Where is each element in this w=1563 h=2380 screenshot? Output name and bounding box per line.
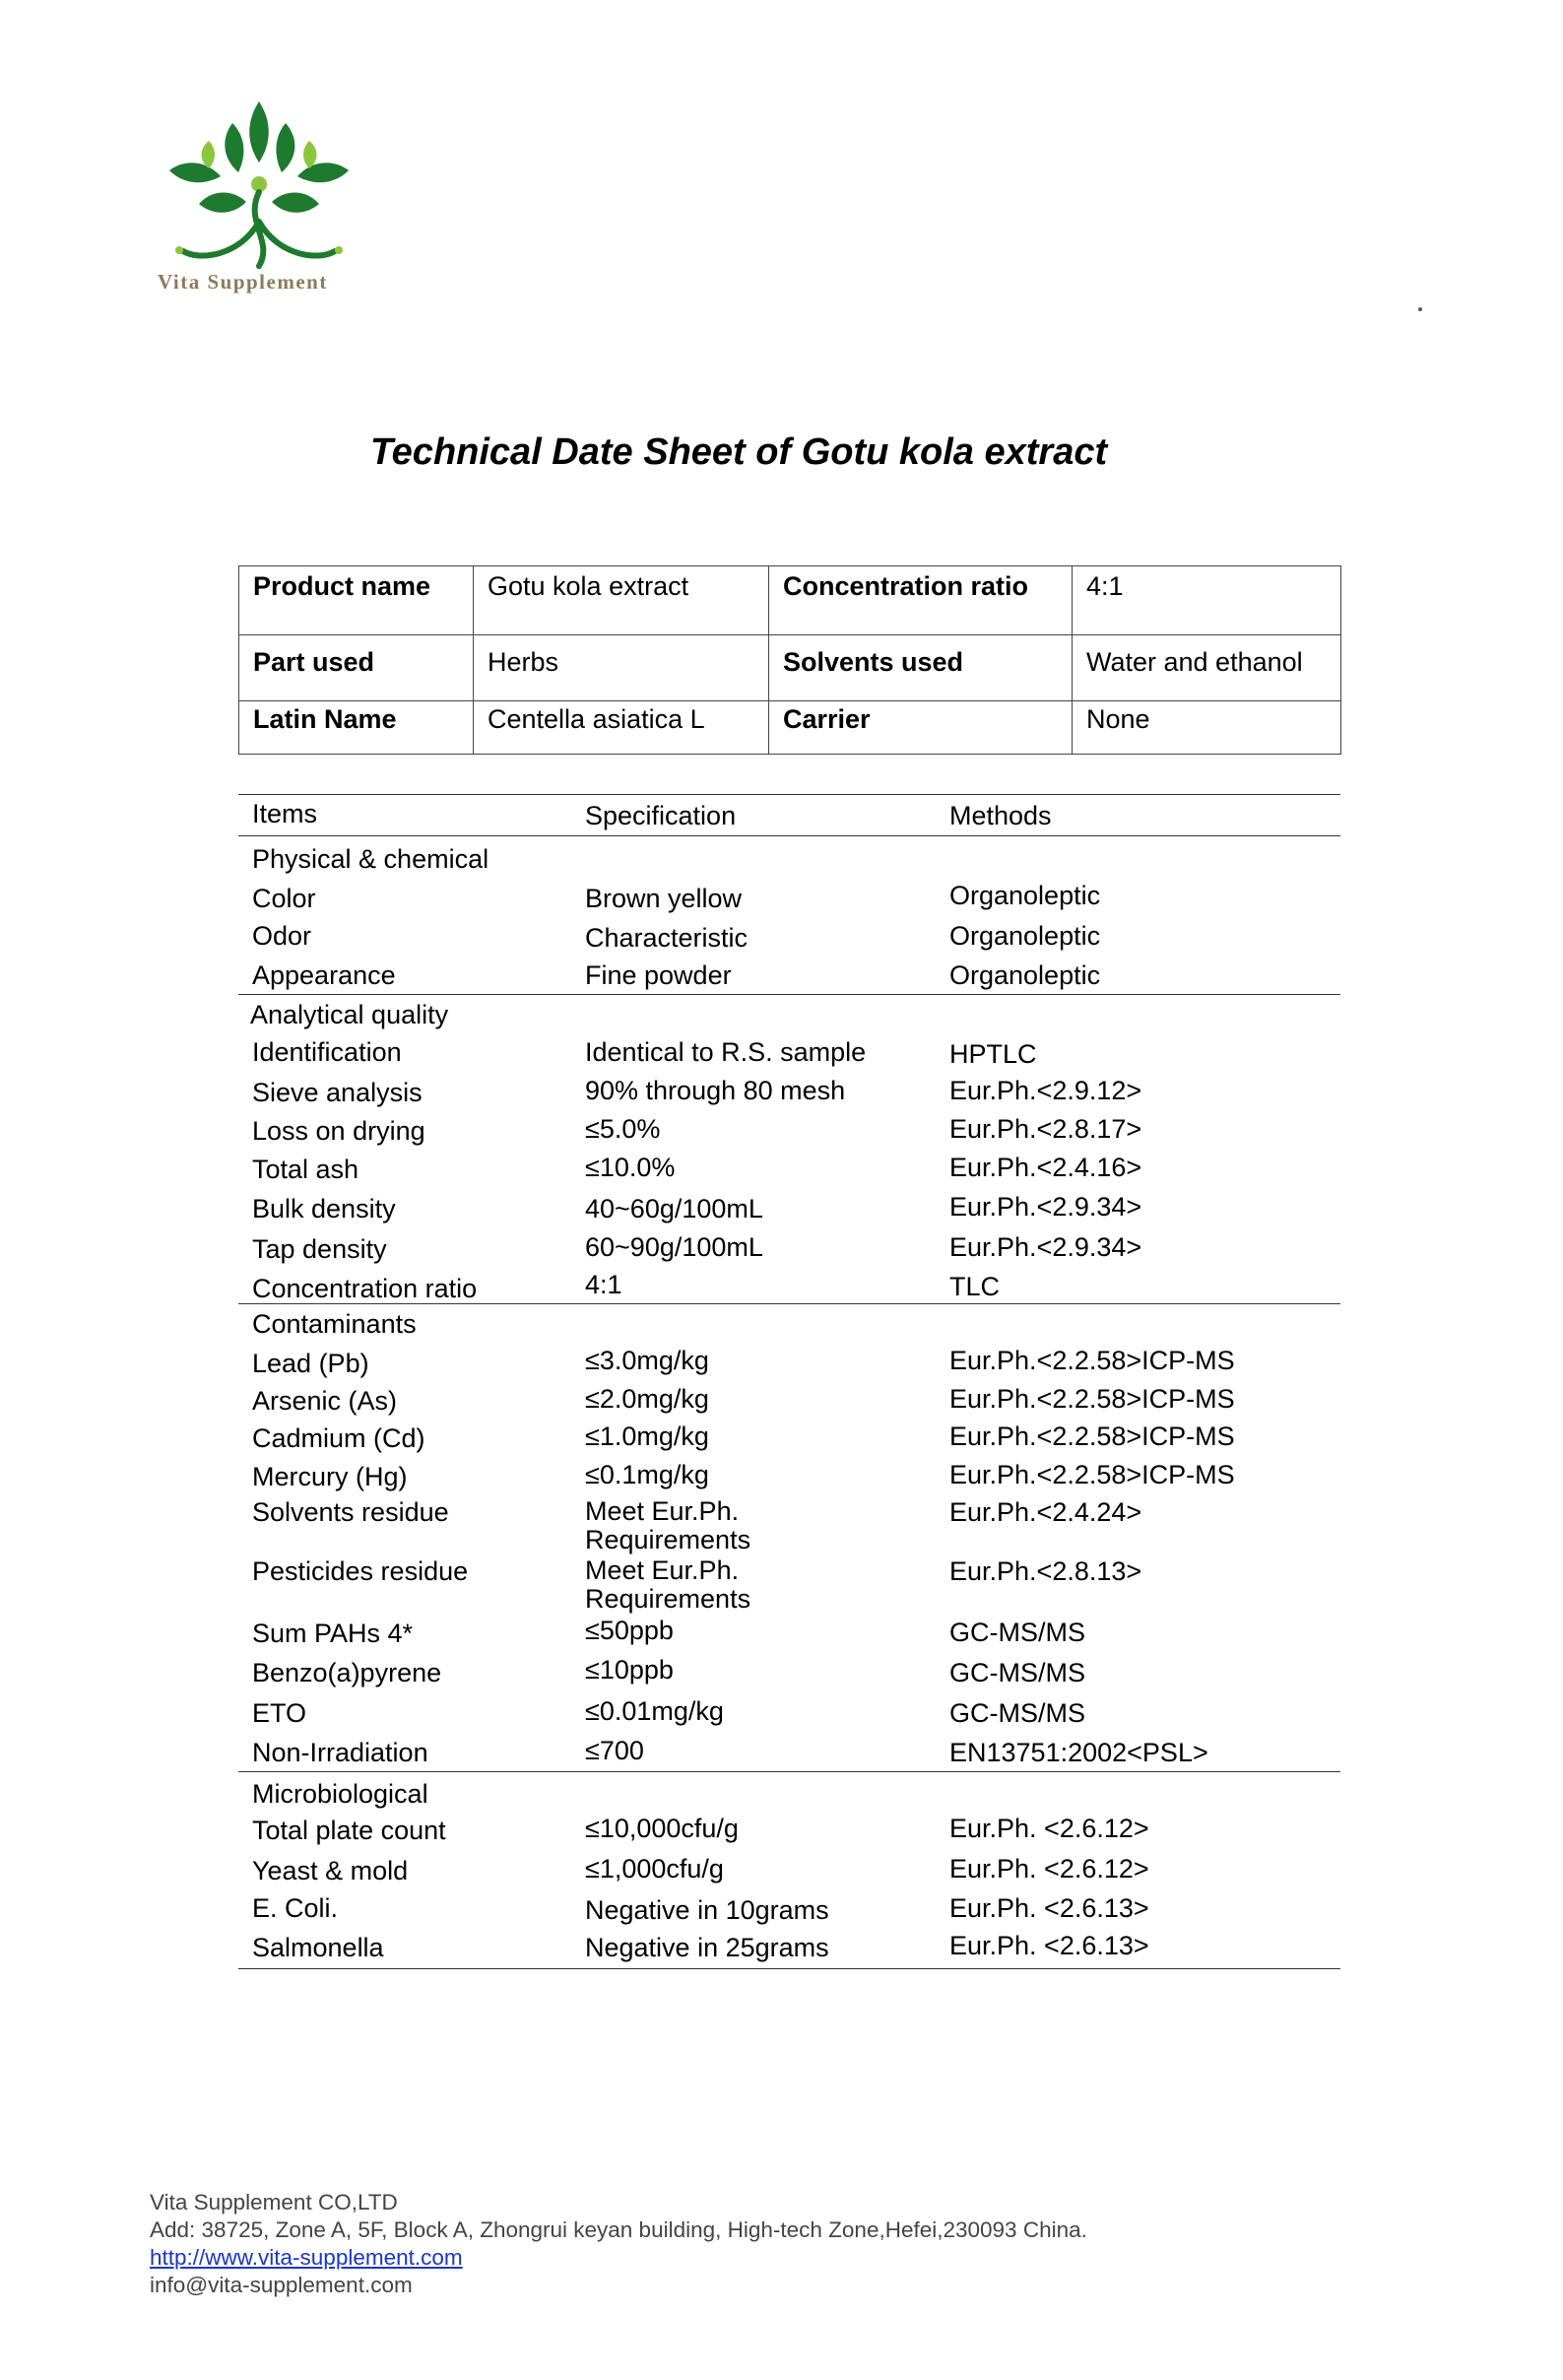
- row-method: GC-MS/MS: [949, 1698, 1085, 1728]
- row-method: Eur.Ph.<2.9.34>: [949, 1232, 1142, 1262]
- info-value: Centella asiatica L: [474, 701, 769, 755]
- row-spec: Fine powder: [585, 960, 732, 990]
- row-item: Solvents residue: [252, 1497, 449, 1527]
- row-item: Pesticides residue: [252, 1556, 469, 1586]
- row-method: Eur.Ph.<2.9.34>: [949, 1192, 1142, 1222]
- footer-website-link[interactable]: http://www.vita-supplement.com: [150, 2245, 463, 2270]
- info-row: [239, 566, 1341, 635]
- info-key: Carrier: [769, 701, 1073, 755]
- row-spec: Identical to R.S. sample: [585, 1037, 867, 1067]
- row-spec: ≤5.0%: [585, 1114, 661, 1144]
- row-item: Yeast & mold: [252, 1856, 409, 1885]
- row-method: GC-MS/MS: [949, 1618, 1085, 1647]
- row-item: Loss on drying: [252, 1116, 425, 1146]
- row-spec: 40~60g/100mL: [585, 1194, 763, 1223]
- row-method: Eur.Ph.<2.4.24>: [949, 1497, 1142, 1527]
- row-spec: Meet Eur.Ph. Requirements: [585, 1496, 751, 1554]
- row-spec: ≤0.01mg/kg: [585, 1696, 724, 1726]
- footer-address: Add: 38725, Zone A, 5F, Block A, Zhongrui keyan building, High-tech Zone,Hefei,230093 China.: [150, 2217, 1087, 2242]
- section-title: Analytical quality: [250, 1000, 449, 1029]
- row-item: Concentration ratio: [252, 1274, 478, 1303]
- row-spec: Meet Eur.Ph. Requirements: [585, 1555, 751, 1614]
- header-methods: Methods: [949, 801, 1052, 830]
- header-items: Items: [252, 799, 318, 828]
- info-key: Solvents used: [769, 635, 1073, 701]
- row-method: Organoleptic: [949, 881, 1101, 910]
- row-item: Non-Irradiation: [252, 1738, 428, 1767]
- row-method: GC-MS/MS: [949, 1658, 1085, 1687]
- row-method: Organoleptic: [949, 921, 1101, 951]
- row-method: Eur.Ph. <2.6.13>: [949, 1931, 1149, 1960]
- row-item: Color: [252, 884, 316, 913]
- row-spec: ≤0.1mg/kg: [585, 1460, 709, 1489]
- row-item: Mercury (Hg): [252, 1462, 408, 1491]
- row-item: Identification: [252, 1037, 402, 1067]
- section-title: Physical & chemical: [252, 844, 489, 874]
- row-item: Sieve analysis: [252, 1078, 423, 1107]
- row-method: EN13751:2002<PSL>: [949, 1738, 1208, 1767]
- footer: [150, 2189, 1087, 2299]
- row-item: Cadmium (Cd): [252, 1423, 425, 1453]
- row-method: HPTLC: [949, 1039, 1037, 1069]
- page-title: Technical Date Sheet of Gotu kola extract: [369, 431, 1108, 473]
- info-value: Herbs: [474, 635, 769, 701]
- row-item: ETO: [252, 1698, 307, 1728]
- product-info-table: [238, 565, 1341, 755]
- row-spec: 60~90g/100mL: [585, 1232, 763, 1262]
- row-method: Eur.Ph.<2.2.58>ICP-MS: [949, 1346, 1235, 1375]
- row-item: Total ash: [252, 1155, 359, 1184]
- row-spec: ≤3.0mg/kg: [585, 1346, 709, 1375]
- row-item: Arsenic (As): [252, 1386, 398, 1416]
- row-item: Salmonella: [252, 1933, 384, 1962]
- row-spec: ≤700: [585, 1736, 644, 1765]
- logo-brand-text: Vita Supplement: [158, 270, 328, 294]
- row-method: Eur.Ph.<2.2.58>ICP-MS: [949, 1384, 1235, 1414]
- row-item: E. Coli.: [252, 1893, 339, 1923]
- row-item: Bulk density: [252, 1194, 396, 1223]
- footer-company: Vita Supplement CO,LTD: [150, 2190, 398, 2215]
- row-item: Odor: [252, 921, 312, 951]
- row-spec: ≤10.0%: [585, 1153, 676, 1182]
- table-bottom-rule: [238, 1968, 1340, 1969]
- row-spec: ≤2.0mg/kg: [585, 1384, 709, 1414]
- row-spec: ≤10ppb: [585, 1655, 674, 1685]
- section-rule: [238, 994, 1340, 995]
- info-value: Gotu kola extract: [474, 566, 769, 635]
- row-method: Organoleptic: [949, 960, 1101, 990]
- section-title: Microbiological: [252, 1779, 428, 1809]
- row-method: Eur.Ph.<2.8.17>: [949, 1114, 1142, 1144]
- row-method: Eur.Ph.<2.8.13>: [949, 1556, 1142, 1586]
- row-spec: Negative in 25grams: [585, 1933, 829, 1962]
- row-item: Sum PAHs 4*: [252, 1619, 414, 1648]
- info-row: [239, 701, 1341, 755]
- row-method: Eur.Ph. <2.6.12>: [949, 1854, 1149, 1884]
- info-key: Concentration ratio: [769, 566, 1073, 635]
- row-spec: Characteristic: [585, 923, 749, 953]
- info-value: 4:1: [1073, 566, 1341, 635]
- row-item: Appearance: [252, 960, 396, 990]
- row-spec: ≤1.0mg/kg: [585, 1421, 709, 1451]
- row-spec: Brown yellow: [585, 884, 743, 913]
- stray-dot: [1418, 307, 1422, 311]
- row-spec: 4:1: [585, 1270, 622, 1299]
- row-method: Eur.Ph.<2.2.58>ICP-MS: [949, 1460, 1235, 1489]
- table-top-rule: [238, 794, 1340, 795]
- row-item: Benzo(a)pyrene: [252, 1658, 442, 1687]
- row-method: Eur.Ph. <2.6.12>: [949, 1814, 1149, 1843]
- info-key: Latin Name: [239, 701, 474, 755]
- row-method: Eur.Ph. <2.6.13>: [949, 1893, 1149, 1923]
- row-item: Lead (Pb): [252, 1349, 369, 1378]
- row-method: Eur.Ph.<2.9.12>: [949, 1076, 1142, 1105]
- footer-email: info@vita-supplement.com: [150, 2273, 413, 2297]
- row-spec: ≤50ppb: [585, 1616, 674, 1645]
- info-key: Product name: [239, 566, 474, 635]
- row-spec: ≤1,000cfu/g: [585, 1854, 724, 1884]
- header-rule: [238, 835, 1340, 836]
- row-method: Eur.Ph.<2.2.58>ICP-MS: [949, 1421, 1235, 1451]
- row-item: Total plate count: [252, 1816, 446, 1845]
- header-specification: Specification: [585, 801, 737, 830]
- row-method: Eur.Ph.<2.4.16>: [949, 1153, 1142, 1182]
- section-rule: [238, 1303, 1340, 1304]
- section-title: Contaminants: [252, 1309, 417, 1339]
- row-item: Tap density: [252, 1234, 387, 1264]
- row-spec: 90% through 80 mesh: [585, 1076, 846, 1105]
- info-value: None: [1073, 701, 1341, 755]
- row-spec: Negative in 10grams: [585, 1895, 829, 1925]
- info-value: Water and ethanol: [1073, 635, 1341, 701]
- section-rule: [238, 1771, 1340, 1772]
- info-row: [239, 635, 1341, 701]
- row-method: TLC: [949, 1272, 1001, 1301]
- row-spec: ≤10,000cfu/g: [585, 1814, 739, 1843]
- info-key: Part used: [239, 635, 474, 701]
